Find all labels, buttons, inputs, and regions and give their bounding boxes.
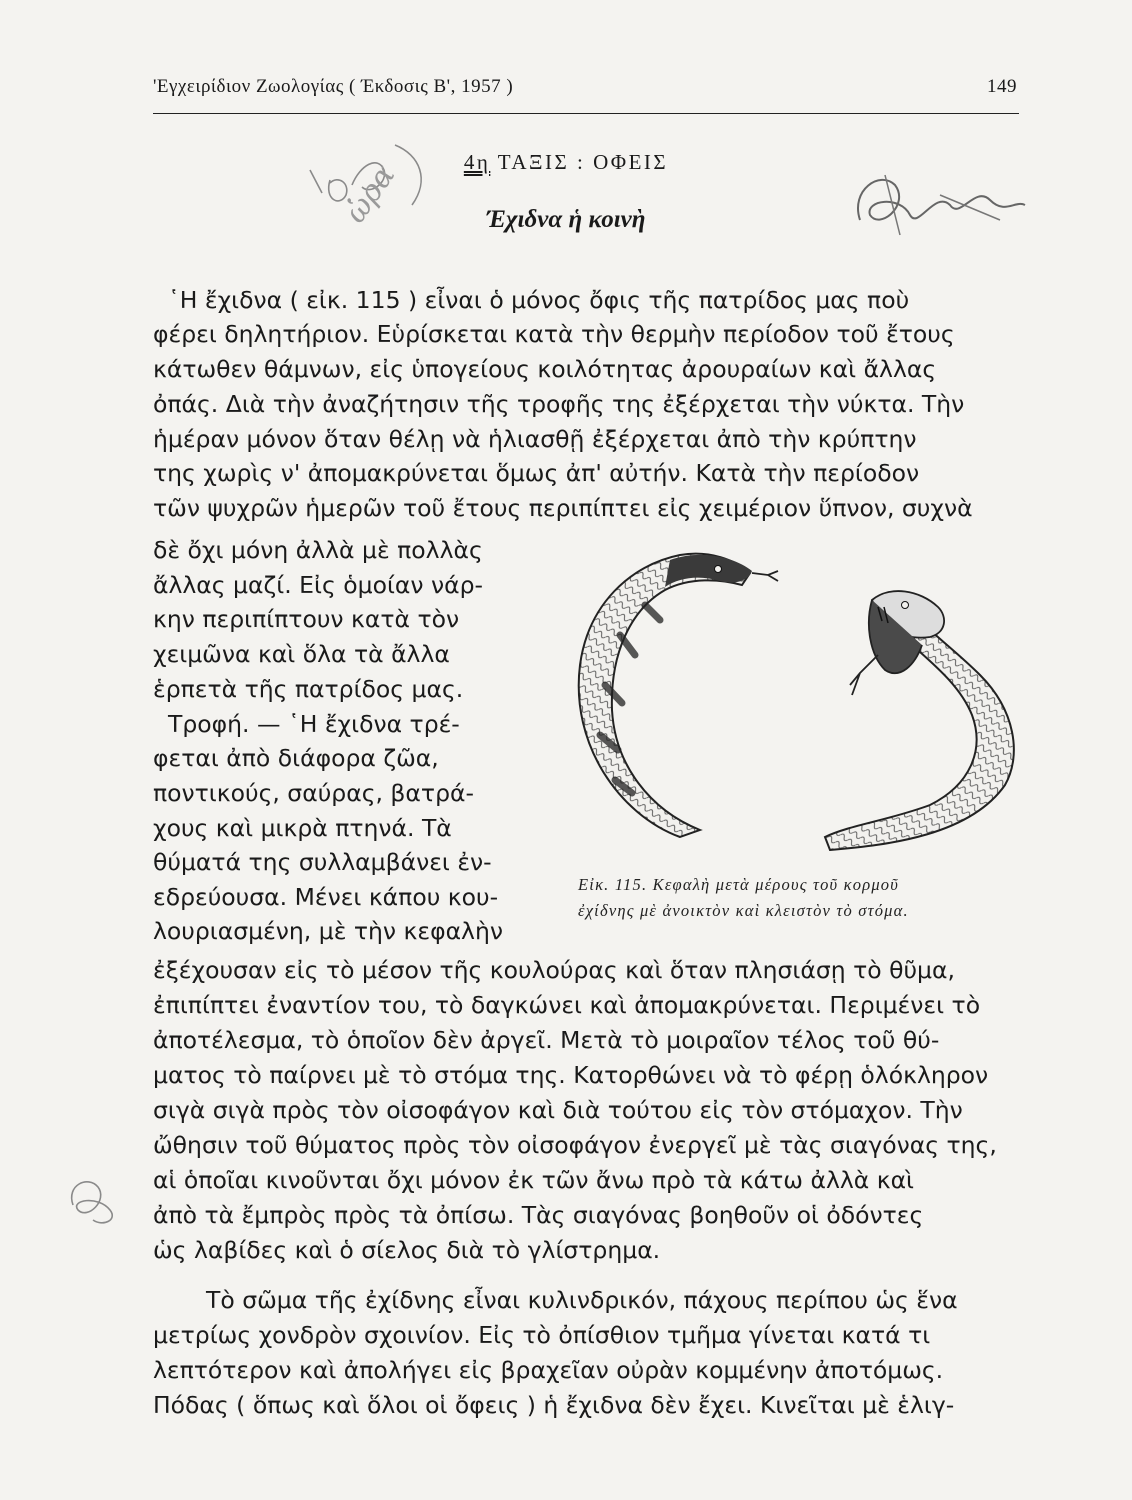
body-line: φεται ἀπὸ διάφορα ζῶα, xyxy=(153,744,439,772)
body-line: δὲ ὄχι μόνη ἀλλὰ μὲ πολλὰς xyxy=(153,536,483,564)
body-line: κάτωθεν θάμνων, εἰς ὑπογείους κοιλότητας ἀρουραίων καὶ ἄλλας xyxy=(153,355,937,383)
body-line: ποντικούς, σαύρας, βατρά- xyxy=(153,779,474,807)
body-line: της χωρὶς ν' ἀπομακρύνεται ὅμως ἀπ' αὐτήν. Κατὰ τὴν περίοδον xyxy=(153,459,920,487)
body-line: ἐπιπίπτει ἐναντίον του, τὸ δαγκώνει καὶ ἀπομακρύνεται. Περιμένει τὸ xyxy=(153,991,981,1019)
page-number: 149 xyxy=(987,76,1017,97)
body-line: ὀπάς. Διὰ τὴν ἀναζήτησιν τῆς τροφῆς της ἐξέρχεται τὴν νύκτα. Τὴν xyxy=(153,390,965,418)
margin-note-text: ὡρα xyxy=(337,158,403,230)
pencil-scribble-top-right xyxy=(840,160,1040,250)
body-line: Πόδας ( ὅπως καὶ ὅλοι οἱ ὄφεις ) ἡ ἔχιδνα δὲν ἔχει. Κινεῖται μὲ ἑλιγ- xyxy=(153,1391,955,1419)
pencil-margin-note xyxy=(300,125,460,235)
body-line: κην περιπίπτουν κατὰ τὸν xyxy=(153,605,460,633)
body-line: ὡς λαβίδες καὶ ὁ σίελος διὰ τὸ γλίστρημα. xyxy=(153,1236,661,1264)
body-line: ματος τὸ παίρνει μὲ τὸ στόμα της. Κατορθώνει νὰ τὸ φέρῃ ὁλόκληρον xyxy=(153,1061,989,1089)
page-header xyxy=(153,76,1019,104)
body-line: χους καὶ μικρὰ πτηνά. Τὰ xyxy=(153,814,452,842)
body-line: τῶν ψυχρῶν ἡμερῶν τοῦ ἔτους περιπίπτει εἰς χειμέριον ὕπνον, συχνὰ xyxy=(153,494,973,522)
section-ordinal: 4η xyxy=(463,150,491,174)
body-line: ῾Η ἔχιδνα ( εἰκ. 115 ) εἶναι ὁ μόνος ὄφις τῆς πατρίδος μας πoὺ xyxy=(168,286,910,314)
article-title: Έχιδνα ἡ κοινὴ xyxy=(486,206,646,233)
snake-illustration xyxy=(560,545,1030,870)
body-line: αἱ ὁποῖαι κινοῦνται ὄχι μόνον ἐκ τῶν ἄνω πρὸ τὰ κάτω ἀλλὰ καὶ xyxy=(153,1166,915,1194)
figure-caption-line: ἐχίδνης μὲ ἀνοικτὸν καὶ κλειστὸν τὸ στόμα. xyxy=(578,901,909,920)
body-line: ἀποτέλεσμα, τὸ ὁποῖον δὲν ἀργεῖ. Μετὰ τὸ μοιραῖον τέλος τοῦ θύ- xyxy=(153,1026,940,1054)
body-line: σιγὰ σιγὰ πρὸς τὸν οἰσοφάγον καὶ διὰ τούτου εἰς τὸν στόμαχον. Τὴν xyxy=(153,1096,963,1124)
body-line: μετρίως χονδρὸν σχοινίον. Εἰς τὸ ὀπίσθιον τμῆμα γίνεται κατά τι xyxy=(153,1321,931,1349)
section-heading-text: ΤΑΞΙΣ : ΟΦΕΙΣ xyxy=(497,150,669,174)
pencil-scribble-left-margin xyxy=(58,1165,128,1235)
body-line: ἀπὸ τὰ ἔμπρὸς πρὸς τὰ ὀπίσω. Τὰς σιαγόνας βοηθοῦν οἱ ὀδόντες xyxy=(153,1201,924,1229)
body-line: εδρεύουσα. Μένει κάπου κου- xyxy=(153,883,499,911)
body-line: θύματά της συλλαμβάνει ἐν- xyxy=(153,848,492,876)
body-line: φέρει δηλητήριον. Εὑρίσκεται κατὰ τὴν θερμὴν περίοδον τοῦ ἔτους xyxy=(153,320,955,348)
body-line: χειμῶνα καὶ ὅλα τὰ ἄλλα xyxy=(153,640,450,668)
running-title: 'Εγχειρίδιον Ζωολογίας ( Έκδοσις Β', 1957 ) xyxy=(153,76,514,97)
body-line: ἄλλας μαζί. Εἰς ὁμοίαν νάρ- xyxy=(153,571,483,599)
body-line: ἐξέχουσαν εἰς τὸ μέσον τῆς κουλούρας καὶ ὅταν πλησιάσῃ τὸ θῦμα, xyxy=(153,956,955,984)
snake-open-mouth xyxy=(825,591,1014,850)
figure-caption xyxy=(578,872,1028,924)
body-line: ἑρπετὰ τῆς πατρίδος μας. xyxy=(153,675,464,703)
body-line: ἡμέραν μόνον ὅταν θέλῃ νὰ ἡλιασθῇ ἐξέρχεται ἀπὸ τὴν κρύπτην xyxy=(153,425,917,453)
body-line: λεπτότερον καὶ ἀπολήγει εἰς βραχεῖαν οὐρὰν κομμένην ἀποτόμως. xyxy=(153,1356,944,1384)
body-line: λουριασμένη, μὲ τὴν κεφαλὴν xyxy=(153,917,503,945)
snake-closed-mouth xyxy=(579,554,778,837)
body-line: Τροφή. — ῾Η ἔχιδνα τρέ- xyxy=(168,710,460,738)
figure-caption-line: Εἰκ. 115. Κεφαλὴ μετὰ μέρους τοῦ κορμοῦ xyxy=(578,875,900,894)
body-line: ὤθησιν τοῦ θύματος πρὸς τὸν οἰσοφάγον ἐνεργεῖ μὲ τὰς σιαγόνας της, xyxy=(153,1131,997,1159)
body-line: Τὸ σῶμα τῆς ἐχίδνης εἶναι κυλινδρικόν, πάχους περίπου ὡς ἕνα xyxy=(206,1286,958,1314)
header-rule xyxy=(153,113,1019,114)
